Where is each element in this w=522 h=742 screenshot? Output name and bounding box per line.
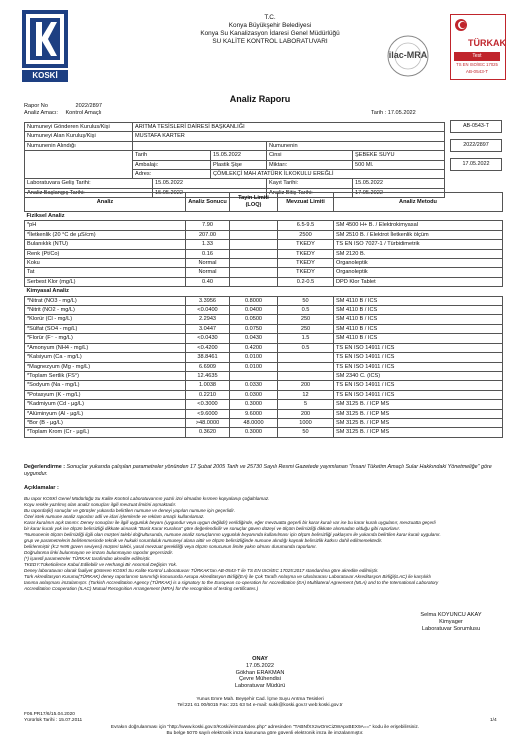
result-value: 0.16 bbox=[186, 249, 230, 258]
limit-value bbox=[278, 371, 334, 380]
note-line: (*) işaretli parametreler TÜRKAK tarafından akredite edilmiştir. bbox=[24, 556, 151, 561]
method: TS EN ISO 14911 / ICS bbox=[334, 353, 503, 362]
result-value: <0.0430 bbox=[186, 334, 230, 343]
result-value: 0.40 bbox=[186, 277, 230, 286]
loq-value bbox=[230, 249, 278, 258]
table-row bbox=[25, 362, 503, 371]
loq-value: 48.0000 bbox=[230, 418, 278, 427]
analysis-name: *Toplam Krom (Cr - µg/L) bbox=[25, 428, 186, 437]
cell bbox=[133, 141, 267, 150]
approval-title1: Çevre Mühendisi bbox=[239, 676, 281, 683]
cell: Analiz Başlangıç Tarihi: bbox=[25, 188, 153, 197]
result-value: <0.3000 bbox=[186, 400, 230, 409]
cell: MUSTAFA KARTER bbox=[133, 132, 445, 141]
header-loq: Tayin Limiti (LOQ) bbox=[230, 193, 278, 212]
header-line-3: Konya Su Kanalizasyon İdaresi Genel Müdürlüğü bbox=[200, 30, 340, 37]
approval-label: ONAY bbox=[252, 656, 268, 662]
loq-value: 0.0100 bbox=[230, 353, 278, 362]
loq-value bbox=[230, 240, 278, 249]
cell: Adres: bbox=[133, 170, 211, 179]
cell: 500 Ml. bbox=[353, 160, 445, 169]
loq-value: 0.0330 bbox=[230, 381, 278, 390]
loq-value: 0.8000 bbox=[230, 296, 278, 305]
table-row bbox=[25, 296, 503, 305]
loq-value: 9.6000 bbox=[230, 409, 278, 418]
header-line-4: SU KALİTE KONTROL LABORATUVARI bbox=[212, 38, 328, 45]
analysis-name: *Sodyum (Na - mg/L) bbox=[25, 381, 186, 390]
loq-value: 0.0500 bbox=[230, 315, 278, 324]
header-analiz: Analiz bbox=[25, 193, 186, 212]
cell: Analiz Bitiş Tarihi: bbox=[267, 188, 353, 197]
table-row bbox=[25, 151, 445, 160]
table-row bbox=[25, 315, 503, 324]
cell bbox=[25, 160, 133, 169]
cell: 15.05.2022 bbox=[353, 179, 445, 188]
side-accreditation-no: AB-0543-T bbox=[450, 120, 502, 133]
table-header-row bbox=[25, 193, 503, 212]
analysis-name: *Magnezyum (Mg - mg/L) bbox=[25, 362, 186, 371]
note-line: *Numunenin ölçüm belirsizliği ilgili olan müşteri talebi doğrultusunda, numune analiz sonuçlarının uygunluk beyanında kullanılması için ölçüm belirsizliği yaklaşımı ile yukarıda belirtilen karar kuralı uygulanır. bbox=[24, 532, 441, 537]
evaluation bbox=[24, 464, 502, 478]
loq-value: 0.4200 bbox=[230, 343, 278, 352]
cell: Ambalajı: bbox=[133, 160, 211, 169]
table-row bbox=[25, 381, 503, 390]
report-meta bbox=[24, 103, 102, 117]
rapor-no: 2022/2897 bbox=[75, 103, 102, 109]
note-line: Bu raporda(ki) sonuçlar ve görüşler yukarıda belirtilen numune ve deneyi yapılan numune için geçerlidir. bbox=[24, 508, 235, 513]
table-row bbox=[25, 230, 503, 239]
signer-right-title1: Kimyager bbox=[439, 619, 463, 625]
limit-value: 6.5-9.5 bbox=[278, 221, 334, 230]
cell: Cinsi bbox=[267, 151, 353, 160]
table-row bbox=[25, 249, 503, 258]
limit-value: 200 bbox=[278, 381, 334, 390]
cell: ÇÖMLEKÇİ MAH ATATÜRK İLKOKULU EREĞLİ bbox=[211, 170, 445, 179]
method: SM 3125 B. / ICP MS bbox=[334, 400, 503, 409]
turkak-title: TÜRKAK bbox=[468, 38, 506, 48]
cell: Numuneyi Gönderen Kurulus/Kişi bbox=[25, 123, 133, 132]
ilac-text: ilac-MRA bbox=[388, 50, 428, 60]
method: DPD Klor Tablet bbox=[334, 277, 503, 286]
result-value: >48.0000 bbox=[186, 418, 230, 427]
limit-value: TKEDY bbox=[278, 249, 334, 258]
cell: Laboratuvara Geliş Tarihi: bbox=[25, 179, 153, 188]
loq-value: 0.0400 bbox=[230, 306, 278, 315]
analysis-name: *Nitrit (NO2 - mg/L) bbox=[25, 306, 186, 315]
method: SM 2510 B. / Elektrot İletkenlik ölçüm bbox=[334, 230, 503, 239]
note-line: belirlenmiştir (k:2 %95 güven seviyesi) müşteri talebi, yasal mevzuat gerekliliği veya ölçüm sonucunun limite yakın olması durumunda raporlanır. bbox=[24, 544, 317, 549]
form-no: F06.PR17/6/15.04.2020 bbox=[24, 712, 75, 717]
method: TS EN ISO 14911 / ICS bbox=[334, 343, 503, 352]
table-row bbox=[25, 400, 503, 409]
header-mevzuat: Mevzuat Limiti bbox=[278, 193, 334, 212]
table-row bbox=[25, 418, 503, 427]
analysis-name: Serbest Klor (mg/L) bbox=[25, 277, 186, 286]
note-line: TKEDY:Tüketicilerce Kabul Edilebilir ve Herhangi Bir Anormal Değişim Yok. bbox=[24, 562, 178, 567]
limit-value: 12 bbox=[278, 390, 334, 399]
method: SM 2120 B. bbox=[334, 249, 503, 258]
cell: Kayıt Tarihi: bbox=[267, 179, 353, 188]
method: SM 2340 C. (ICS) bbox=[334, 371, 503, 380]
result-value: 3.3956 bbox=[186, 296, 230, 305]
analysis-name: *Toplam Sertlik (FS°) bbox=[25, 371, 186, 380]
report-title: Analiz Raporu bbox=[229, 94, 291, 104]
signer-right bbox=[396, 612, 506, 633]
method: SM 3125 B. / ICP MS bbox=[334, 418, 503, 427]
logo-text: KOSKİ bbox=[32, 71, 58, 80]
approval-title2: Laboratuvar Müdürü bbox=[234, 683, 286, 690]
note-line: tanıma anlaşması imzalamıştır. (Turkish Accreditation Agency (TÜRKAK) is a signatory to the European co-operation for Accreditation (EA) Multilateral Agreement (MLA) and to the International Laboratory bbox=[24, 580, 439, 585]
loq-value: 0.0430 bbox=[230, 334, 278, 343]
verification-text: Evrakın doğrulanması için "http://www.koski.gov.tr/Koski/eimzaIndex.php" adresinden "TABNfXXzwOmCiZWApxBEX9A==" kodu ile erişebilirsiniz. bbox=[110, 725, 420, 730]
analysis-name: Renk (Pt/Co) bbox=[25, 249, 186, 258]
result-value: <0.4200 bbox=[186, 343, 230, 352]
loq-value: 0.3000 bbox=[230, 428, 278, 437]
table-row bbox=[25, 240, 503, 249]
method: TS EN ISO 14911 / ICS bbox=[334, 362, 503, 371]
loq-value: 0.3000 bbox=[230, 400, 278, 409]
analysis-name: *Nitrat (NO3 - mg/L) bbox=[25, 296, 186, 305]
method: SM 4110 B / ICS bbox=[334, 296, 503, 305]
loq-value bbox=[230, 371, 278, 380]
side-boxes bbox=[450, 120, 502, 171]
method: Organoleptik bbox=[334, 268, 503, 277]
loq-value bbox=[230, 230, 278, 239]
report-date: Tarih : 17.05.2022 bbox=[371, 110, 416, 116]
limit-value: 250 bbox=[278, 324, 334, 333]
method: TS EN ISO 14911 / ICS bbox=[334, 381, 503, 390]
result-value: <9.6000 bbox=[186, 409, 230, 418]
analysis-name: *Florür (F⁻ - mg/L) bbox=[25, 334, 186, 343]
loq-value bbox=[230, 259, 278, 268]
loq-value bbox=[230, 277, 278, 286]
limit-value bbox=[278, 353, 334, 362]
table-row bbox=[25, 409, 503, 418]
cell: 17.05.2022 bbox=[353, 188, 445, 197]
method: SM 3125 B. / ICP MS bbox=[334, 409, 503, 418]
note-line: Bu rapor KOSKİ Genel Müdürlüğü Su Kalite Kontrol Laboratuvarının yazılı izni olmadan kısmen kopyalanıp çoğaltılamaz. bbox=[24, 496, 270, 501]
header-line-2: Konya Büyükşehir Belediyesi bbox=[228, 22, 312, 29]
result-value: 1.0038 bbox=[186, 381, 230, 390]
cell: 15.05.2022 bbox=[153, 188, 267, 197]
esignature-text: Bu belge 5070 sayılı elektronik imza kanununa göre güvenli elektronik imza ile imzalanmıştır. bbox=[166, 731, 364, 736]
section-row bbox=[25, 212, 503, 221]
approval-date: 17.05.2022 bbox=[246, 662, 274, 669]
table-row bbox=[25, 259, 503, 268]
limit-value: 0.5 bbox=[278, 306, 334, 315]
signer-right-name: Selma KOYUNCU AKAY bbox=[420, 612, 482, 618]
cell bbox=[25, 151, 133, 160]
section-title: Kimyasal Analiz bbox=[25, 287, 503, 296]
analysis-name: *Klorür (Cl - mg/L) bbox=[25, 315, 186, 324]
table-row bbox=[25, 123, 445, 132]
limit-value: 2500 bbox=[278, 230, 334, 239]
sample-info-table bbox=[24, 122, 445, 198]
side-report-no: 2022/2897 bbox=[450, 139, 502, 152]
note-line: Doğrulanma linki bulunmayan ve imzası bulunmayan raporlar geçersizdir. bbox=[24, 550, 174, 555]
analysis-name: Koku bbox=[25, 259, 186, 268]
limit-value: 50 bbox=[278, 428, 334, 437]
result-value: 1.33 bbox=[186, 240, 230, 249]
method: SM 4500 H+ B. / Elektrokimyasal bbox=[334, 221, 503, 230]
result-value: 7.90 bbox=[186, 221, 230, 230]
analysis-name: *Kadmiyum (Cd - µg/L) bbox=[25, 400, 186, 409]
note-line: bir karar kuralı yok ise ölçüm belirsizliği dikkate alınarak "Basit Karar Kuralına" göre değerlendirilir ve sonuçlar güven düzeyi ve ölçüm belirsizliği dikkate alınmadan olduğu gibi raporlanır. bbox=[24, 526, 401, 531]
method: TS EN ISO 14911 / ICS bbox=[334, 390, 503, 399]
loq-value bbox=[230, 268, 278, 277]
notes-label: Açıklamalar : bbox=[24, 485, 59, 491]
cell: 15.05.2022 bbox=[153, 179, 267, 188]
method: TS EN ISO 7027-1 / Türbidimetrik bbox=[334, 240, 503, 249]
loq-value bbox=[230, 221, 278, 230]
result-value: 2.2943 bbox=[186, 315, 230, 324]
limit-value: 50 bbox=[278, 296, 334, 305]
turkak-code: AB-0543-T bbox=[465, 69, 489, 74]
analysis-name: *İletkenlik (20 °C de µS/cm) bbox=[25, 230, 186, 239]
method: SM 4110 B / ICS bbox=[334, 306, 503, 315]
rapor-no-label: Rapor No bbox=[24, 103, 48, 109]
result-value: <0.0400 bbox=[186, 306, 230, 315]
table-row bbox=[25, 306, 503, 315]
note-line: Accreditation Cooperation (ILAC) Mutual Recognition Arrangement (MRA) for the recognition of testing certificates.) bbox=[24, 586, 259, 591]
cell: ARITMA TESİSLERİ DAİRESİ BAŞKANLIĞI bbox=[133, 123, 445, 132]
cell: ŞEBEKE SUYU bbox=[353, 151, 445, 160]
cell bbox=[25, 170, 133, 179]
analysis-name: Tat bbox=[25, 268, 186, 277]
analysis-name: Bulanıklık (NTU) bbox=[25, 240, 186, 249]
limit-value: 0.5 bbox=[278, 343, 334, 352]
cell: Numuneyi Alan Kuruluş/Kişi bbox=[25, 132, 133, 141]
table-row bbox=[25, 343, 503, 352]
note-line: Özel istek numune analiz raporları adli ve idari işlemlerde ve reklam amaçlı kullanılamaz. bbox=[24, 514, 205, 519]
cell: Tarih bbox=[133, 151, 211, 160]
table-row bbox=[25, 170, 445, 179]
results-table bbox=[24, 192, 503, 438]
method: SM 4110 B / ICS bbox=[334, 324, 503, 333]
method: SM 3125 B. / ICP MS bbox=[334, 428, 503, 437]
result-value: Normal bbox=[186, 259, 230, 268]
table-row bbox=[25, 390, 503, 399]
turkak-sub: Test bbox=[472, 53, 482, 59]
koski-logo bbox=[22, 10, 68, 82]
limit-value: 1.5 bbox=[278, 334, 334, 343]
result-value: 3.0447 bbox=[186, 324, 230, 333]
analysis-name: *pH bbox=[25, 221, 186, 230]
footer-address-2: Tel:221 61 00/6015 Fax: 221 63 54 e-mail: sukk@koski.gov.tr web:koski.gov.tr bbox=[177, 703, 343, 708]
header-sonuc: Analiz Sonucu bbox=[186, 193, 230, 212]
loq-value: 0.0100 bbox=[230, 362, 278, 371]
note-line: Karar kuralının açık tanımı: Deney sonuçları ile ilgili uygunluk beyanı (uygundur veya uygun değildir) verildiğinde, eğer mevzuatta geçerli bir karar kuralı var ise bu karar kuralı uygulanır, mevzuatta geçerli bbox=[24, 520, 436, 525]
cell: 15.05.2022 bbox=[211, 151, 267, 160]
analysis-name: *Sülfat (SO4 - mg/L) bbox=[25, 324, 186, 333]
table-row bbox=[25, 179, 445, 188]
result-value: 12.4635 bbox=[186, 371, 230, 380]
section-row bbox=[25, 287, 503, 296]
cell: Plastik Şişe bbox=[211, 160, 267, 169]
table-row bbox=[25, 428, 503, 437]
turkak-std: TS EN ISO/IEC 17025 bbox=[456, 62, 498, 67]
table-row bbox=[25, 132, 445, 141]
note-line: Türk Akreditasyon Kurumu(TÜRKAK) deney raporlarının tanınırlığı konusunda Avrupa Akreditasyon Birliği(EA) ile Çok Taraflı Anlaşma ve Uluslararası Laboratuvar Akreditasyon Birliği(ILAC) ile karşılıklı bbox=[24, 574, 431, 579]
side-date: 17.05.2022 bbox=[450, 158, 502, 171]
method: SM 4110 B / ICS bbox=[334, 315, 503, 324]
result-value: 0.2210 bbox=[186, 390, 230, 399]
approval-name: Gökhan ERAKMAN bbox=[235, 669, 285, 676]
result-value: 207.00 bbox=[186, 230, 230, 239]
approval bbox=[210, 656, 310, 690]
limit-value: TKEDY bbox=[278, 259, 334, 268]
amac-label: Analiz Amacı: bbox=[24, 110, 58, 116]
header-metod: Analiz Metodu bbox=[334, 193, 503, 212]
limit-value: 0.2-0.5 bbox=[278, 277, 334, 286]
table-row bbox=[25, 268, 503, 277]
method: SM 4110 B / ICS bbox=[334, 334, 503, 343]
signer-right-title2: Laboratuvar Sorumlusu bbox=[421, 626, 481, 632]
evaluation-label: Değerlendirme : bbox=[24, 464, 66, 470]
section-title: Fiziksel Analiz bbox=[25, 212, 503, 221]
analysis-name: *Amonyum (NH4 - mg/L) bbox=[25, 343, 186, 352]
notes-list bbox=[24, 496, 502, 592]
result-value: Normal bbox=[186, 268, 230, 277]
result-value: 38.8461 bbox=[186, 353, 230, 362]
table-row bbox=[25, 353, 503, 362]
header-line-1: T.C. bbox=[264, 14, 276, 21]
limit-value bbox=[278, 362, 334, 371]
turkak-logo bbox=[450, 14, 504, 78]
table-row bbox=[25, 371, 503, 380]
table-row bbox=[25, 324, 503, 333]
limit-value: TKEDY bbox=[278, 240, 334, 249]
ilac-mra-logo bbox=[372, 34, 444, 78]
method: Organoleptik bbox=[334, 259, 503, 268]
table-row bbox=[25, 141, 445, 150]
table-row bbox=[25, 277, 503, 286]
note-line: Deney laboratuvarı olarak faaliyet gösteren KOSKİ Su Kalite Kontrol Laboratuvarı TÜRKAK'tan AB-0543-T ile TS EN ISO/IEC 17025:2017 standardına göre akredite edilmiştir. bbox=[24, 568, 379, 573]
limit-value: TKEDY bbox=[278, 268, 334, 277]
analysis-name: *Kalsiyum (Ca - mg/L) bbox=[25, 353, 186, 362]
table-row bbox=[25, 221, 503, 230]
limit-value: 250 bbox=[278, 315, 334, 324]
loq-value: 0.0750 bbox=[230, 324, 278, 333]
footer-address-1: Yunus Emre Mah. Beyşehir Cad. İçme Suyu Arıtma Tesisleri bbox=[196, 697, 324, 702]
cell: Miktarı: bbox=[267, 160, 353, 169]
page-number: 1/4 bbox=[490, 718, 497, 723]
limit-value: 200 bbox=[278, 409, 334, 418]
table-row bbox=[25, 160, 445, 169]
loq-value: 0.0300 bbox=[230, 390, 278, 399]
limit-value: 1000 bbox=[278, 418, 334, 427]
table-row bbox=[25, 334, 503, 343]
cell: Numunenin Alındığı bbox=[25, 141, 133, 150]
analysis-name: *Alüminyum (Al - µg/L) bbox=[25, 409, 186, 418]
amac: Kontrol Amaçlı bbox=[65, 110, 102, 116]
result-value: 6.6909 bbox=[186, 362, 230, 371]
note-line: grup ve parametrelerin belirlenmesinde teknik ve hukuki sorumluluk numuneyi alana aittir ve ölçüm belirsizliğinde numune alındığı kaynak belirsizlik katkısı dahil edilmemektedir. bbox=[24, 538, 383, 543]
note-line: Koyu renkle yazılmış olan analiz sonuçları ilgili mevzuat limitini aşmaktadır. bbox=[24, 502, 177, 507]
form-date: Yürürlük Tarihi : 15.07.2011 bbox=[24, 718, 83, 723]
cell: Numunenin bbox=[267, 141, 445, 150]
result-value: 0.3620 bbox=[186, 428, 230, 437]
analysis-name: *Bor (B - µg/L) bbox=[25, 418, 186, 427]
limit-value: 5 bbox=[278, 400, 334, 409]
analysis-name: *Potasyum (K - mg/L) bbox=[25, 390, 186, 399]
evaluation-text: Sonuçlar yukarıda çalışılan parametreler yönünden 17 Şubat 2005 Tarih ve 25730 Sayılı Resmi Gazetede yayımlanan "İnsani Tüketim Amaçlı Sular Hakkındaki Yönetmeliğe" göre uygundur. bbox=[24, 464, 492, 477]
